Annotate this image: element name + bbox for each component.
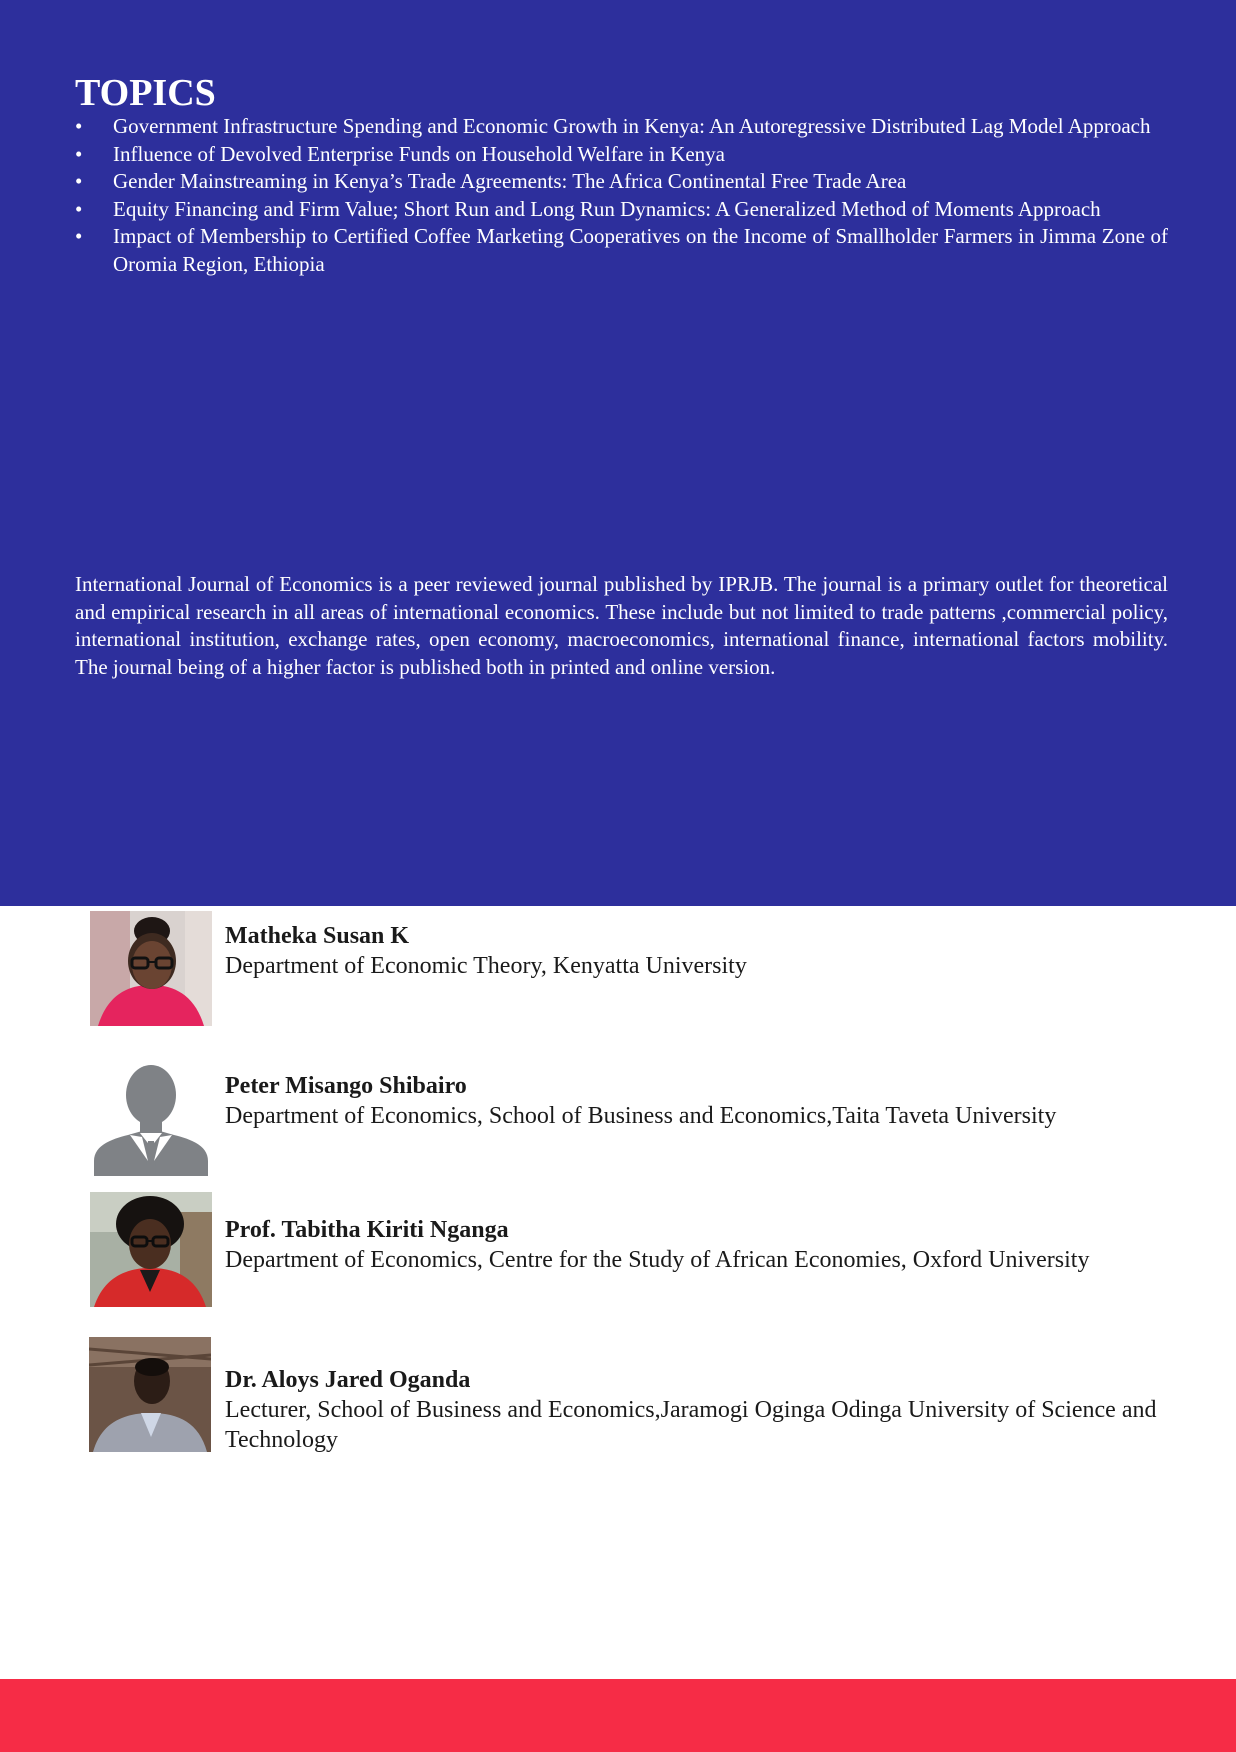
topic-item: • Equity Financing and Firm Value; Short Run and Long Run Dynamics: A Generalized Method of Moments Approach [75, 196, 1168, 224]
author-affiliation: Department of Economic Theory, Kenyatta University [225, 953, 747, 979]
author-name: Dr. Aloys Jared Oganda [225, 1367, 471, 1393]
author-affiliation: Lecturer, School of Business and Economics,Jaramogi Oginga Odinga University of Science and Technology [225, 1397, 1157, 1453]
topic-item: • Influence of Devolved Enterprise Funds on Household Welfare in Kenya [75, 141, 1168, 169]
author-text [225, 1365, 1236, 1455]
author-affiliation: Department of Economics, Centre for the Study of African Economies, Oxford University [225, 1247, 1090, 1273]
author-name: Peter Misango Shibairo [225, 1073, 467, 1099]
author-text [225, 921, 1236, 981]
author-name: Prof. Tabitha Kiriti Nganga [225, 1217, 509, 1243]
footer-band [0, 1679, 1236, 1752]
person-silhouette-icon [90, 1061, 212, 1176]
author-name: Matheka Susan K [225, 923, 410, 949]
author-photo [90, 1192, 212, 1307]
topics-heading: TOPICS [75, 72, 216, 114]
topic-item: • Impact of Membership to Certified Coffee Marketing Cooperatives on the Income of Smallholder Farmers in Jimma Zone of Oromia Region, Ethiopia [75, 223, 1168, 278]
author-affiliation: Department of Economics, School of Business and Economics,Taita Taveta University [225, 1103, 1057, 1129]
topics-list [75, 113, 1168, 278]
journal-description: International Journal of Economics is a peer reviewed journal published by IPRJB. The journal is a primary outlet for theoretical and empirical research in all areas of international economics. These include but not limited to trade patterns ,commercial policy, international institution, exchange rates, open economy, macroeconomics, international finance, international factors mobility. The journal being of a higher factor is published both in printed and online version. [75, 572, 1168, 679]
author-photo [89, 1337, 211, 1452]
topic-item: • Gender Mainstreaming in Kenya’s Trade Agreements: The Africa Continental Free Trade Area [75, 168, 1168, 196]
author-text [225, 1071, 1236, 1131]
topic-item: • Government Infrastructure Spending and Economic Growth in Kenya: An Autoregressive Distributed Lag Model Approach [75, 113, 1168, 141]
author-photo [90, 911, 212, 1026]
author-text [225, 1215, 1236, 1275]
